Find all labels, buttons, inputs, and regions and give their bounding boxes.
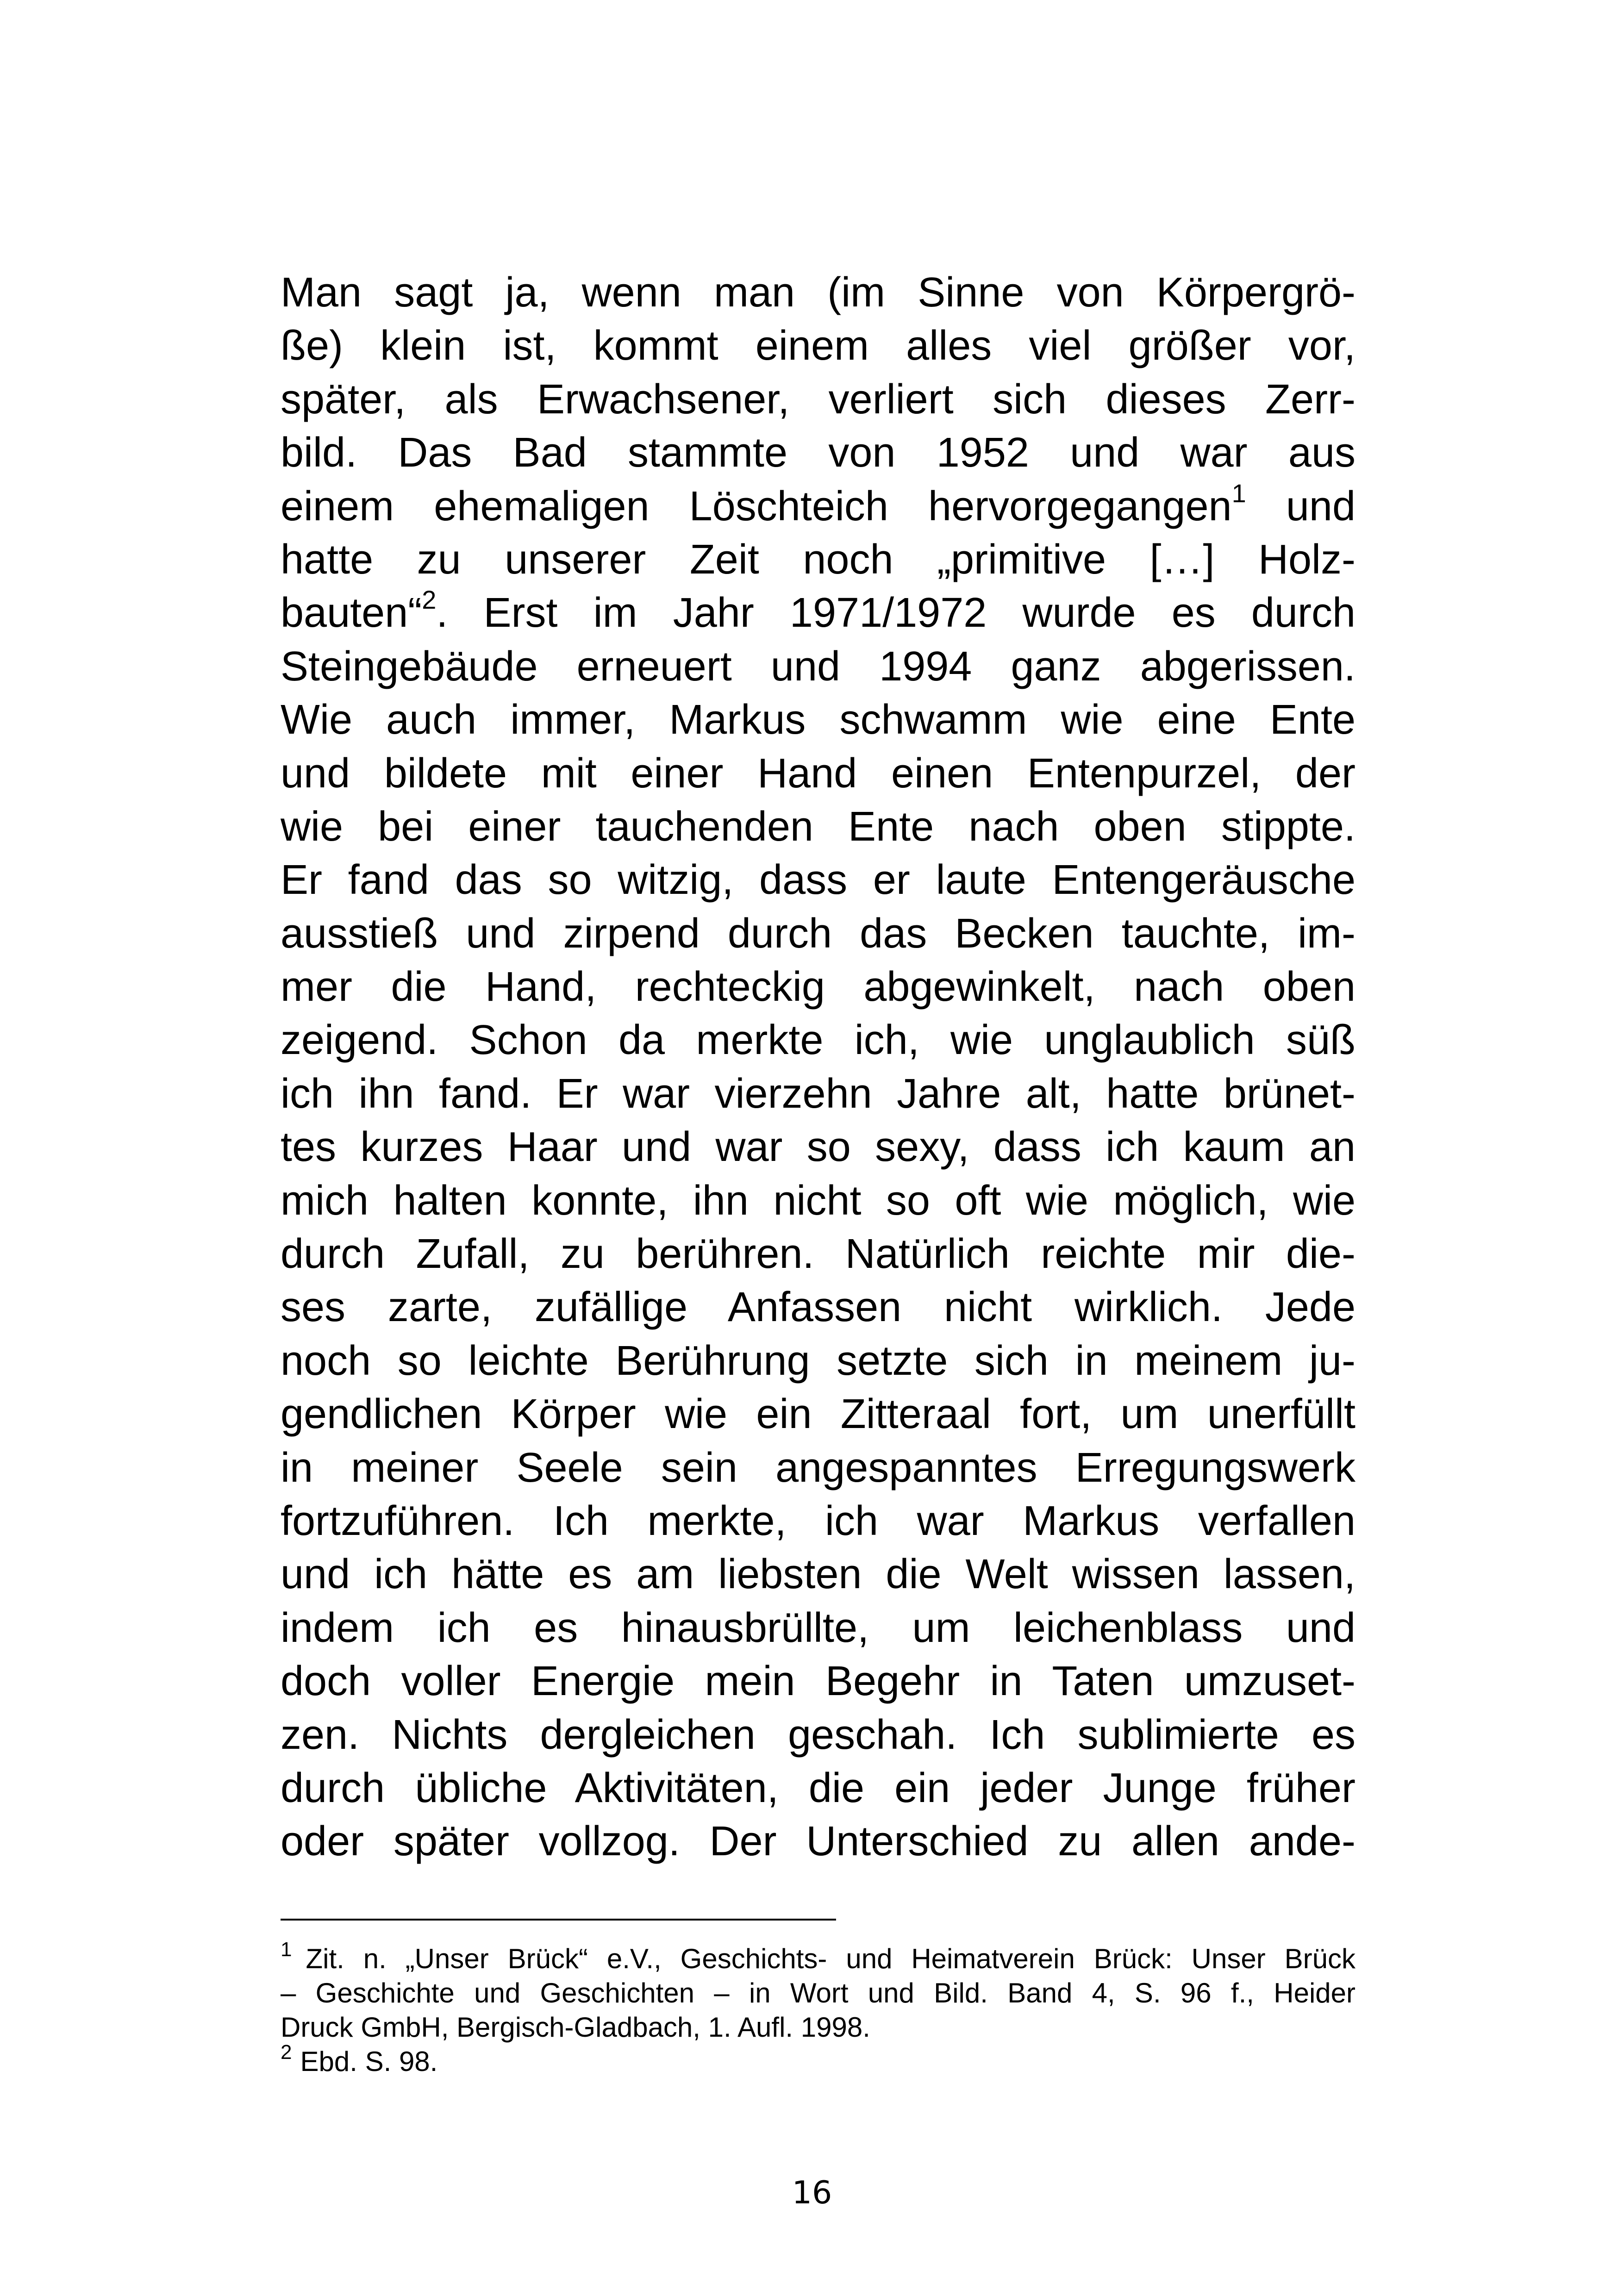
text-line: hatte zu unserer Zeit noch „primitive […] Holz- [281,536,1355,583]
text-fragment: bauten“ [281,590,422,636]
text-line: bild. Das Bad stammte von 1952 und war aus [281,430,1355,476]
text-line: noch so leichte Berührung setzte sich in meinem ju- [281,1337,1355,1384]
text-line: ße) klein ist, kommt einem alles viel größer vor, [281,323,1355,369]
text-line: ses zarte, zufällige Anfassen nicht wirklich. Jede [281,1284,1355,1331]
footnote-line [281,2041,1355,2079]
text-line [281,480,1355,533]
text-line: oder später vollzog. Der Unterschied zu allen ande- [281,1818,1355,1865]
footnote-number: 2 [281,2041,292,2064]
page-number: 16 [792,2175,832,2211]
text-line: doch voller Energie mein Begehr in Taten umzuset- [281,1658,1355,1705]
text-line: durch Zufall, zu berühren. Natürlich reichte mir die- [281,1231,1355,1278]
footnote-text: Zit. n. „Unser Brück“ e.V., Geschichts- und Heimatverein Brück: Unser Brück [306,1943,1355,1974]
footnote-line: – Geschichte und Geschichten – in Wort und Bild. Band 4, S. 96 f., Heider [281,1977,1355,2008]
text-line: Steingebäude erneuert und 1994 ganz abgerissen. [281,643,1355,690]
text-line: durch übliche Aktivitäten, die ein jeder Junge früher [281,1765,1355,1811]
text-line: mich halten konnte, ihn nicht so oft wie möglich, wie [281,1177,1355,1224]
text-fragment: . Erst im Jahr 1971/1972 wurde es durch [436,590,1355,636]
footnote-reference: 2 [422,585,437,615]
text-line [281,586,1355,640]
text-fragment: einem ehemaligen Löschteich hervorgegangen [281,483,1232,530]
text-line: und ich hätte es am liebsten die Welt wissen lassen, [281,1551,1355,1598]
text-line: wie bei einer tauchenden Ente nach oben stippte. [281,803,1355,850]
footnote-line [281,1938,1355,1976]
text-line: später, als Erwachsener, verliert sich dieses Zerr- [281,376,1355,423]
footnote-separator [281,1919,836,1921]
text-line: in meiner Seele sein angespanntes Erregungswerk [281,1444,1355,1491]
footnotes [281,1938,1355,2079]
text-line: ausstieß und zirpend durch das Becken tauchte, im- [281,910,1355,957]
text-line: Man sagt ja, wenn man (im Sinne von Körpergrö- [281,269,1355,316]
text-line: Wie auch immer, Markus schwamm wie eine Ente [281,697,1355,743]
text-line: indem ich es hinausbrüllte, um leichenblass und [281,1604,1355,1651]
footnote-line: Druck GmbH, Bergisch-Gladbach, 1. Aufl. 1998. [281,2012,870,2043]
text-line: fortzuführen. Ich merkte, ich war Markus verfallen [281,1497,1355,1544]
footnote-number: 1 [281,1938,292,1961]
body-text [281,266,1355,1869]
text-line: tes kurzes Haar und war so sexy, dass ich kaum an [281,1124,1355,1171]
text-line: und bildete mit einer Hand einen Entenpurzel, der [281,750,1355,797]
text-fragment: und [1246,483,1355,530]
text-line: zen. Nichts dergleichen geschah. Ich sublimierte es [281,1711,1355,1758]
text-line: Er fand das so witzig, dass er laute Entengeräusche [281,857,1355,904]
footnote-text: Ebd. S. 98. [300,2046,438,2077]
text-line: ich ihn fand. Er war vierzehn Jahre alt, hatte brünet- [281,1070,1355,1117]
text-line: gendlichen Körper wie ein Zitteraal fort, um unerfüllt [281,1391,1355,1438]
text-line: mer die Hand, rechteckig abgewinkelt, nach oben [281,964,1355,1010]
text-line: zeigend. Schon da merkte ich, wie unglaublich süß [281,1017,1355,1064]
footnote-reference: 1 [1231,478,1246,508]
